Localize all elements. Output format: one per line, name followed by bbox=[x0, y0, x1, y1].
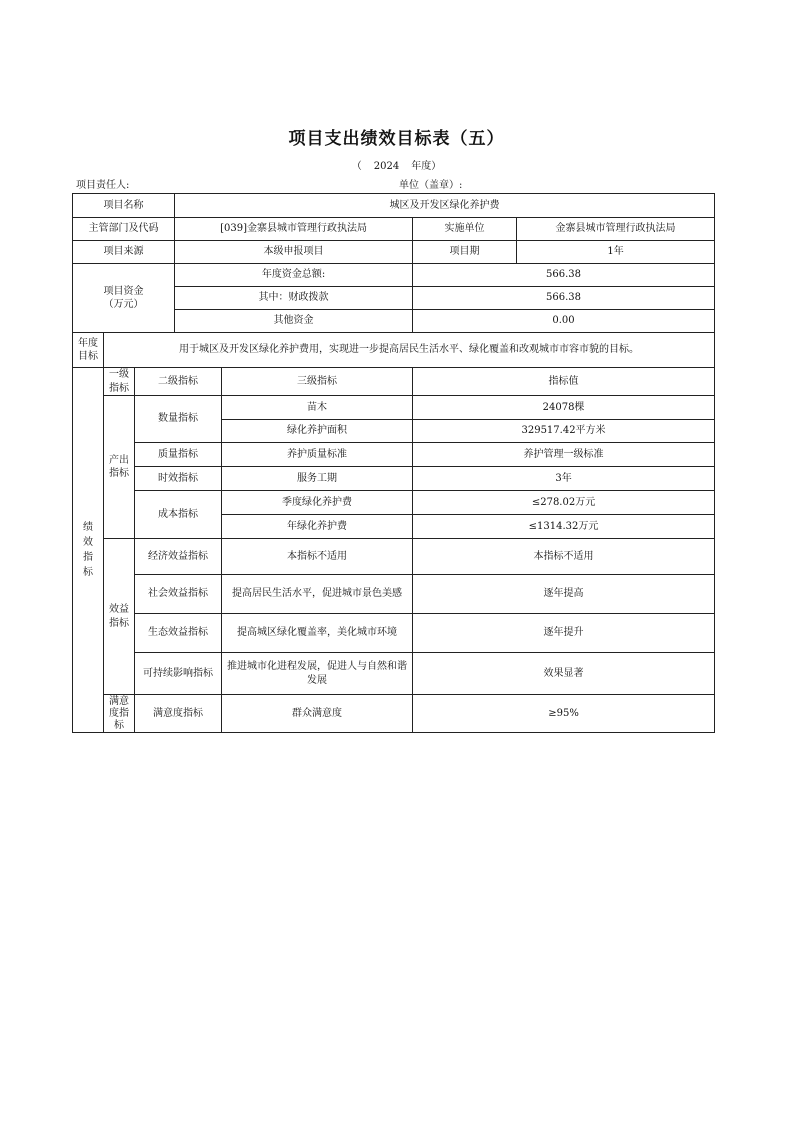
indicator-l3: 季度绿化养护费 bbox=[222, 491, 413, 515]
dept-value: [039]金寨县城市管理行政执法局 bbox=[175, 218, 413, 241]
funds-other-label: 其他资金 bbox=[175, 310, 413, 333]
indicator-value: ≤278.02万元 bbox=[413, 491, 715, 515]
period-label: 项目期 bbox=[413, 241, 517, 264]
impl-label: 实施单位 bbox=[413, 218, 517, 241]
table-row bbox=[73, 443, 715, 467]
indicator-l3: 绿化养护面积 bbox=[222, 420, 413, 443]
indicator-value: 本指标不适用 bbox=[413, 539, 715, 575]
output-indicator-label: 产出指标 bbox=[104, 396, 135, 539]
perf-indicator-label: 绩效指标 bbox=[73, 368, 104, 733]
indicator-l2: 质量指标 bbox=[135, 443, 222, 467]
indicator-l2: 生态效益指标 bbox=[135, 614, 222, 653]
project-name: 城区及开发区绿化养护费 bbox=[175, 194, 715, 218]
funds-fiscal-label: 其中：财政拨款 bbox=[175, 287, 413, 310]
year-label: 年度） bbox=[411, 161, 442, 172]
indicator-value: 养护管理一级标准 bbox=[413, 443, 715, 467]
indicator-l2: 满意度指标 bbox=[135, 695, 222, 733]
table-row bbox=[73, 491, 715, 515]
indicator-l3: 提高居民生活水平，促进城市景色美感 bbox=[222, 575, 413, 614]
table-row bbox=[73, 218, 715, 241]
table-row bbox=[73, 539, 715, 575]
page-title: 项目支出绩效目标表（五） bbox=[288, 129, 505, 149]
satisfaction-indicator-label: 满意度指标 bbox=[104, 695, 135, 733]
table-row bbox=[73, 653, 715, 695]
funds-fiscal: 566.38 bbox=[413, 287, 715, 310]
period-value: 1年 bbox=[517, 241, 715, 264]
indicator-value: 逐年提高 bbox=[413, 575, 715, 614]
level2-header: 二级指标 bbox=[135, 368, 222, 396]
indicator-value: ≤1314.32万元 bbox=[413, 515, 715, 539]
table-row bbox=[73, 194, 715, 218]
project-name-label: 项目名称 bbox=[73, 194, 175, 218]
table-row bbox=[73, 396, 715, 420]
table-row bbox=[73, 575, 715, 614]
indicator-l3: 苗木 bbox=[222, 396, 413, 420]
responsible-label: 项目责任人: bbox=[76, 180, 130, 191]
indicator-value: ≥95% bbox=[413, 695, 715, 733]
indicator-l2: 社会效益指标 bbox=[135, 575, 222, 614]
indicator-l2: 可持续影响指标 bbox=[135, 653, 222, 695]
indicator-l2: 时效指标 bbox=[135, 467, 222, 491]
indicator-l3: 年绿化养护费 bbox=[222, 515, 413, 539]
indicator-l3: 养护质量标准 bbox=[222, 443, 413, 467]
fiscal-year bbox=[0, 157, 793, 172]
indicator-value: 24078棵 bbox=[413, 396, 715, 420]
funds-total-label: 年度资金总额: bbox=[175, 264, 413, 287]
indicator-l2: 成本指标 bbox=[135, 491, 222, 539]
table-row bbox=[73, 333, 715, 368]
year-open: （ bbox=[351, 161, 362, 172]
table-row bbox=[73, 614, 715, 653]
indicator-value: 3年 bbox=[413, 467, 715, 491]
benefit-indicator-label: 效益指标 bbox=[104, 539, 135, 695]
level3-header: 三级指标 bbox=[222, 368, 413, 396]
indicator-value: 效果显著 bbox=[413, 653, 715, 695]
indicator-l2: 经济效益指标 bbox=[135, 539, 222, 575]
indicator-l3: 服务工期 bbox=[222, 467, 413, 491]
table-row bbox=[73, 695, 715, 733]
level1-header: 一级指标 bbox=[104, 368, 135, 396]
source-value: 本级申报项目 bbox=[175, 241, 413, 264]
annual-goal-label: 年度目标 bbox=[73, 333, 104, 368]
year-value: 2024 bbox=[373, 161, 400, 172]
impl-value: 金寨县城市管理行政执法局 bbox=[517, 218, 715, 241]
unit-label: 单位（盖章）: bbox=[399, 180, 463, 191]
annual-goal-text: 用于城区及开发区绿化养护费用，实现进一步提高居民生活水平、绿化覆盖和改观城市市容市貌的目标。 bbox=[104, 333, 715, 368]
indicator-l3: 提高城区绿化覆盖率，美化城市环境 bbox=[222, 614, 413, 653]
table-row bbox=[73, 467, 715, 491]
dept-label: 主管部门及代码 bbox=[73, 218, 175, 241]
indicator-l2: 数量指标 bbox=[135, 396, 222, 443]
indicator-value: 逐年提升 bbox=[413, 614, 715, 653]
table-row bbox=[73, 368, 715, 396]
table-row bbox=[73, 241, 715, 264]
performance-table bbox=[72, 193, 715, 733]
value-header: 指标值 bbox=[413, 368, 715, 396]
funds-other: 0.00 bbox=[413, 310, 715, 333]
indicator-value: 329517.42平方米 bbox=[413, 420, 715, 443]
indicator-l3: 群众满意度 bbox=[222, 695, 413, 733]
table-row bbox=[73, 264, 715, 287]
funds-total: 566.38 bbox=[413, 264, 715, 287]
source-label: 项目来源 bbox=[73, 241, 175, 264]
funds-label: 项目资金 （万元） bbox=[73, 264, 175, 333]
indicator-l3: 推进城市化进程发展，促进人与自然和谐发展 bbox=[222, 653, 413, 695]
indicator-l3: 本指标不适用 bbox=[222, 539, 413, 575]
